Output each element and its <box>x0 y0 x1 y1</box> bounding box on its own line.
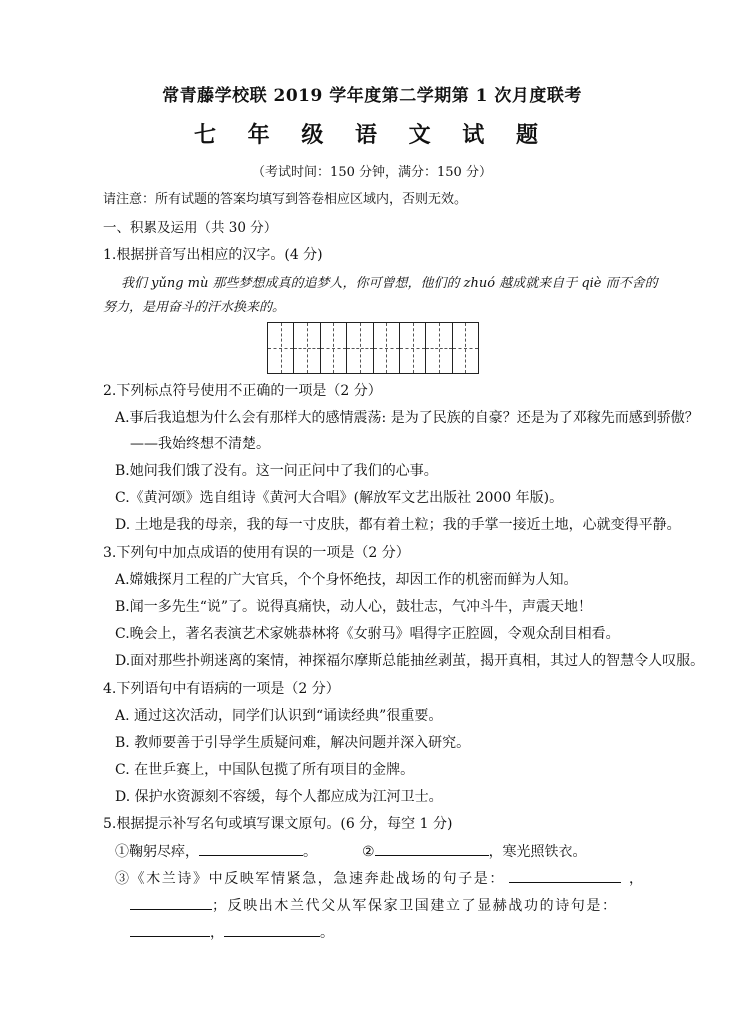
item-3-period: 。 <box>320 925 334 941</box>
question-4-option-c: C. 在世乒赛上，中国队包揽了所有项目的金牌。 <box>115 762 415 778</box>
fill-blank[interactable] <box>130 922 210 937</box>
answer-cell[interactable] <box>268 323 294 373</box>
question-4-stem: 4.下列语句中有语病的一项是（2 分） <box>103 681 340 697</box>
question-3-option-a: A.嫦娥探月工程的广大官兵，个个身怀绝技，却因工作的机密而鲜为人知。 <box>115 572 578 588</box>
question-5-item-1 <box>115 841 317 862</box>
question-3-option-b: B.闻一多先生“说”了。说得真痛快，动人心，鼓壮志，气冲斗牛，声震天地！ <box>115 599 593 615</box>
answer-cell[interactable] <box>347 323 373 373</box>
item-3-comma-2: ， <box>210 925 224 941</box>
answer-cell[interactable] <box>400 323 426 373</box>
question-2-option-a: A.事后我追想为什么会有那样大的感情震荡: 是为了民族的自豪？还是为了邓稼先而感到骄傲？ <box>115 410 699 426</box>
question-2-option-c: C.《黄河颂》选自组诗《黄河大合唱》(解放军文艺出版社 2000 年版)。 <box>115 490 564 506</box>
subject-title: 七 年 级 语 文 试 题 <box>194 122 550 148</box>
question-3-stem: 3.下列句中加点成语的使用有误的一项是（2 分） <box>103 545 410 561</box>
item-3-text-2: ；反映出木兰代父从军保家卫国建立了显赫战功的诗句是： <box>212 898 618 914</box>
fill-blank[interactable] <box>199 841 303 856</box>
answer-cell[interactable] <box>294 323 320 373</box>
fill-blank[interactable] <box>130 895 212 910</box>
item-1-prefix: ①鞠躬尽瘁， <box>115 844 199 860</box>
item-1-suffix: 。 <box>303 844 317 860</box>
question-5-item-2 <box>362 841 587 862</box>
answer-cell[interactable] <box>374 323 400 373</box>
item-2-prefix: ② <box>362 844 375 860</box>
item-2-suffix: ，寒光照铁衣。 <box>488 844 587 860</box>
question-1-passage-line-1: 我们 yǔng mù 那些梦想成真的追梦人，你可曾想，他们的 zhuó 越成就来自于 qiè 而不舍的 <box>121 276 658 291</box>
item-3-text-1: ③《木兰诗》中反映军情紧急，急速奔赴战场的句子是： <box>115 871 505 887</box>
question-1-stem: 1.根据拼音写出相应的汉字。(4 分) <box>103 247 323 263</box>
question-3-option-c: C.晚会上，著名表演艺术家姚恭林将《女驸马》唱得字正腔圆，令观众刮目相看。 <box>115 626 620 642</box>
question-5-item-3-line-1 <box>115 868 645 889</box>
question-4-option-a: A. 通过这次活动，同学们认识到“诵读经典”很重要。 <box>115 708 443 724</box>
notice: 请注意：所有试题的答案均填写到答卷相应区域内，否则无效。 <box>103 192 468 207</box>
question-2-option-b: B.她问我们饿了没有。这一问正问中了我们的心事。 <box>115 463 438 479</box>
question-2-option-a-cont: ——我始终想不清楚。 <box>130 436 270 452</box>
question-2-stem: 2.下列标点符号使用不正确的一项是（2 分） <box>103 383 382 399</box>
answer-grid[interactable] <box>267 322 479 374</box>
fill-blank[interactable] <box>509 868 621 883</box>
question-4-option-d: D. 保护水资源刻不容缓，每个人都应成为江河卫士。 <box>115 789 443 805</box>
answer-cell[interactable] <box>426 323 452 373</box>
question-5-item-3-line-3 <box>130 922 334 943</box>
answer-cell[interactable] <box>453 323 478 373</box>
fill-blank[interactable] <box>224 922 320 937</box>
question-1-passage-line-2: 努力，是用奋斗的汗水换来的。 <box>103 300 286 315</box>
exam-info: （考试时间：150 分钟，满分：150 分） <box>252 165 492 180</box>
question-4-option-b: B. 教师要善于引导学生质疑问难，解决问题并深入研究。 <box>115 735 471 751</box>
fill-blank[interactable] <box>375 841 489 856</box>
question-5-stem: 5.根据提示补写名句或填写课文原句。(6 分，每空 1 分) <box>103 816 453 832</box>
item-3-comma-1: ， <box>629 871 645 887</box>
exam-title: 常青藤学校联 2019 学年度第二学期第 1 次月度联考 <box>162 86 582 106</box>
answer-cell[interactable] <box>321 323 347 373</box>
section-heading: 一、积累及运用（共 30 分） <box>103 220 278 236</box>
question-5-item-3-line-2 <box>130 895 618 916</box>
question-3-option-d: D.面对那些扑朔迷离的案情，神探福尔摩斯总能抽丝剥茧，揭开真相，其过人的智慧令人叹服。 <box>115 653 705 669</box>
question-2-option-d: D. 土地是我的母亲，我的每一寸皮肤，都有着土粒；我的手掌一接近土地，心就变得平静。 <box>115 517 681 533</box>
